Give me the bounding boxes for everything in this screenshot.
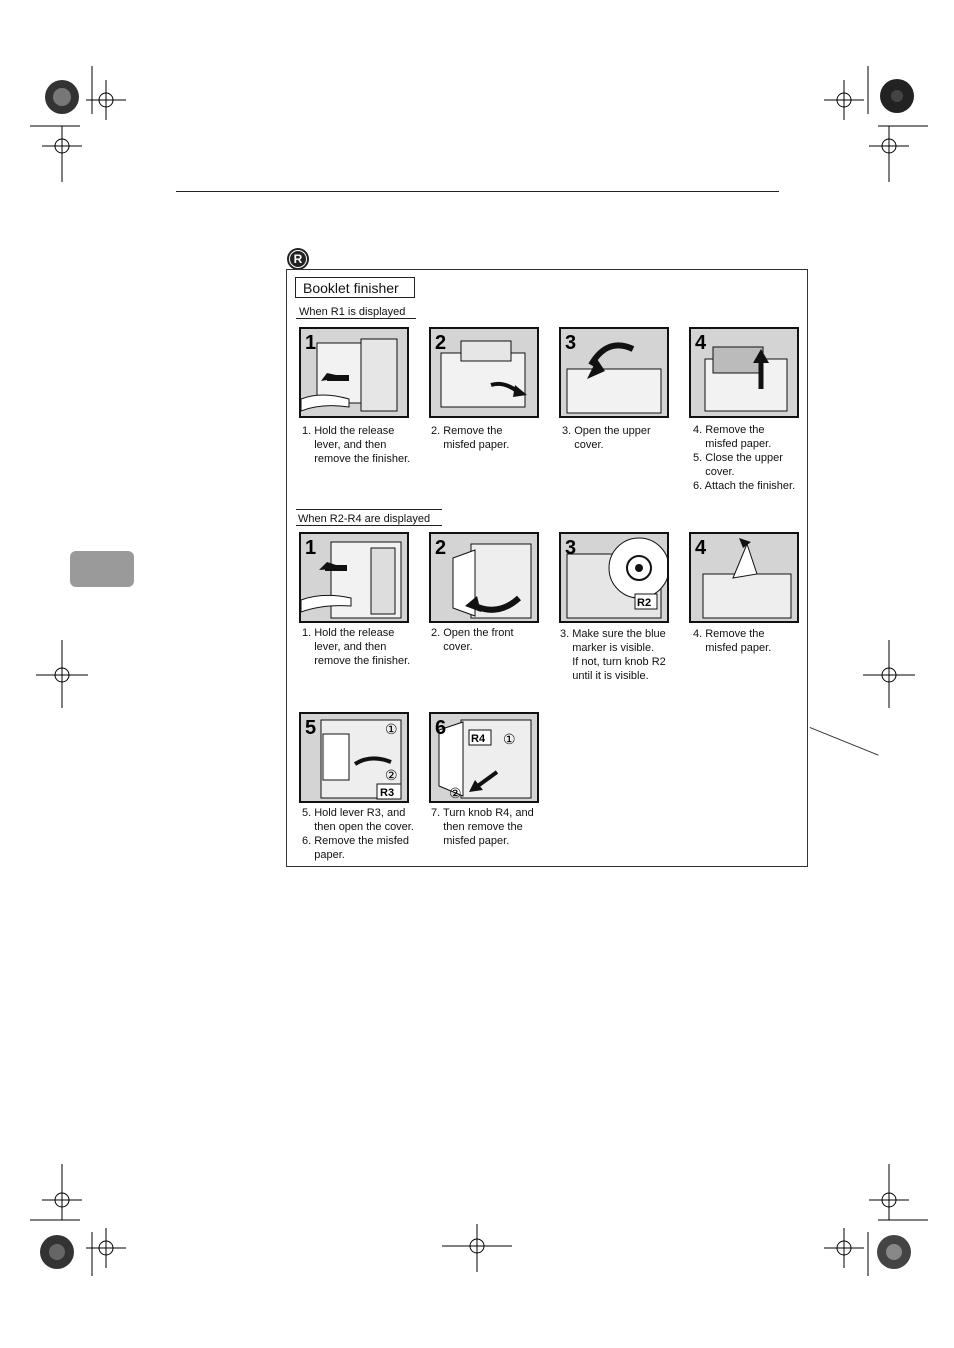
r2r4-step-5-tag: R3 <box>380 787 395 799</box>
r2r4-step-2-illustration <box>429 532 539 623</box>
r2r4-step-6-marker-2: ② <box>449 785 462 801</box>
header-rule <box>176 191 779 192</box>
r2r4-step-5-marker-2: ② <box>385 767 398 783</box>
r2r4-step-3-number: 3 <box>565 537 577 559</box>
registration-mark-bottom-center <box>440 1220 520 1280</box>
r2r4-step-1-text: 1. Hold the release lever, and then remove the finisher. <box>302 627 411 667</box>
r1-step-4-text: 4. Remove the misfed paper. 5. Close the upper cover. 6. Attach the finisher. <box>693 424 796 492</box>
r2r4-step-6-marker-1: ① <box>503 731 516 747</box>
r2r4-step-5-marker-1: ① <box>385 721 398 737</box>
r1-step-4-number: 4 <box>695 332 707 354</box>
r1-step-3-text: 3. Open the upper cover. <box>562 425 651 451</box>
r1-step-2-number: 2 <box>435 332 447 354</box>
r2r4-step-1-illustration <box>299 532 409 623</box>
r1-step-1-number: 1 <box>305 332 317 354</box>
r2r4-step-6-illustration <box>429 712 539 803</box>
r1-step-1-text: 1. Hold the release lever, and then remove the finisher. <box>302 425 411 465</box>
chapter-tab <box>70 551 134 587</box>
r2r4-step-2-text: 2. Open the front cover. <box>431 627 514 653</box>
r2r4-step-5-number: 5 <box>305 717 317 739</box>
section-badge <box>287 248 309 270</box>
registration-mark-top-right <box>800 66 930 186</box>
registration-mark-bottom-left <box>30 1160 160 1280</box>
r1-step-3-number: 3 <box>565 332 577 354</box>
r2r4-step-6-text: 7. Turn knob R4, and then remove the misfed paper. <box>431 807 534 847</box>
r2r4-step-3-illustration <box>559 532 669 623</box>
r1-step-2-illustration <box>429 327 539 418</box>
r1-step-1-illustration <box>299 327 409 418</box>
box-title: Booklet finisher <box>295 277 415 298</box>
r2r4-step-2-number: 2 <box>435 537 447 559</box>
r2r4-step-3-text: 3. Make sure the blue marker is visible. If not, turn knob R2 until it is visible. <box>560 628 666 682</box>
r1-heading-rule <box>296 318 416 319</box>
r2r4-step-3-tag: R2 <box>637 597 652 609</box>
r2r4-step-1-number: 1 <box>305 537 317 559</box>
r1-heading: When R1 is displayed <box>299 306 406 318</box>
r2r4-step-4-number: 4 <box>695 537 707 559</box>
section-badge-letter: R <box>289 250 307 268</box>
registration-mark-mid-left <box>30 640 100 710</box>
r2r4-step-6-tag: R4 <box>471 733 486 745</box>
registration-mark-mid-right <box>858 640 928 710</box>
r1-step-4-illustration <box>689 327 799 418</box>
r2r4-step-5-illustration <box>299 712 409 803</box>
registration-mark-bottom-right <box>800 1160 930 1280</box>
r1-step-3-illustration <box>559 327 669 418</box>
callout-line <box>810 727 879 756</box>
r2r4-top-rule <box>296 509 442 510</box>
r2r4-heading: When R2-R4 are displayed <box>298 513 431 525</box>
r2r4-heading-rule <box>296 525 442 526</box>
r2r4-step-4-text: 4. Remove the misfed paper. <box>693 628 772 654</box>
r2r4-step-5-text: 5. Hold lever R3, and then open the cover. 6. Remove the misfed paper. <box>302 807 414 861</box>
r2r4-step-4-illustration <box>689 532 799 623</box>
r2r4-step-6-number: 6 <box>435 717 447 739</box>
registration-mark-top-left <box>30 66 160 186</box>
r1-step-2-text: 2. Remove the misfed paper. <box>431 425 510 451</box>
